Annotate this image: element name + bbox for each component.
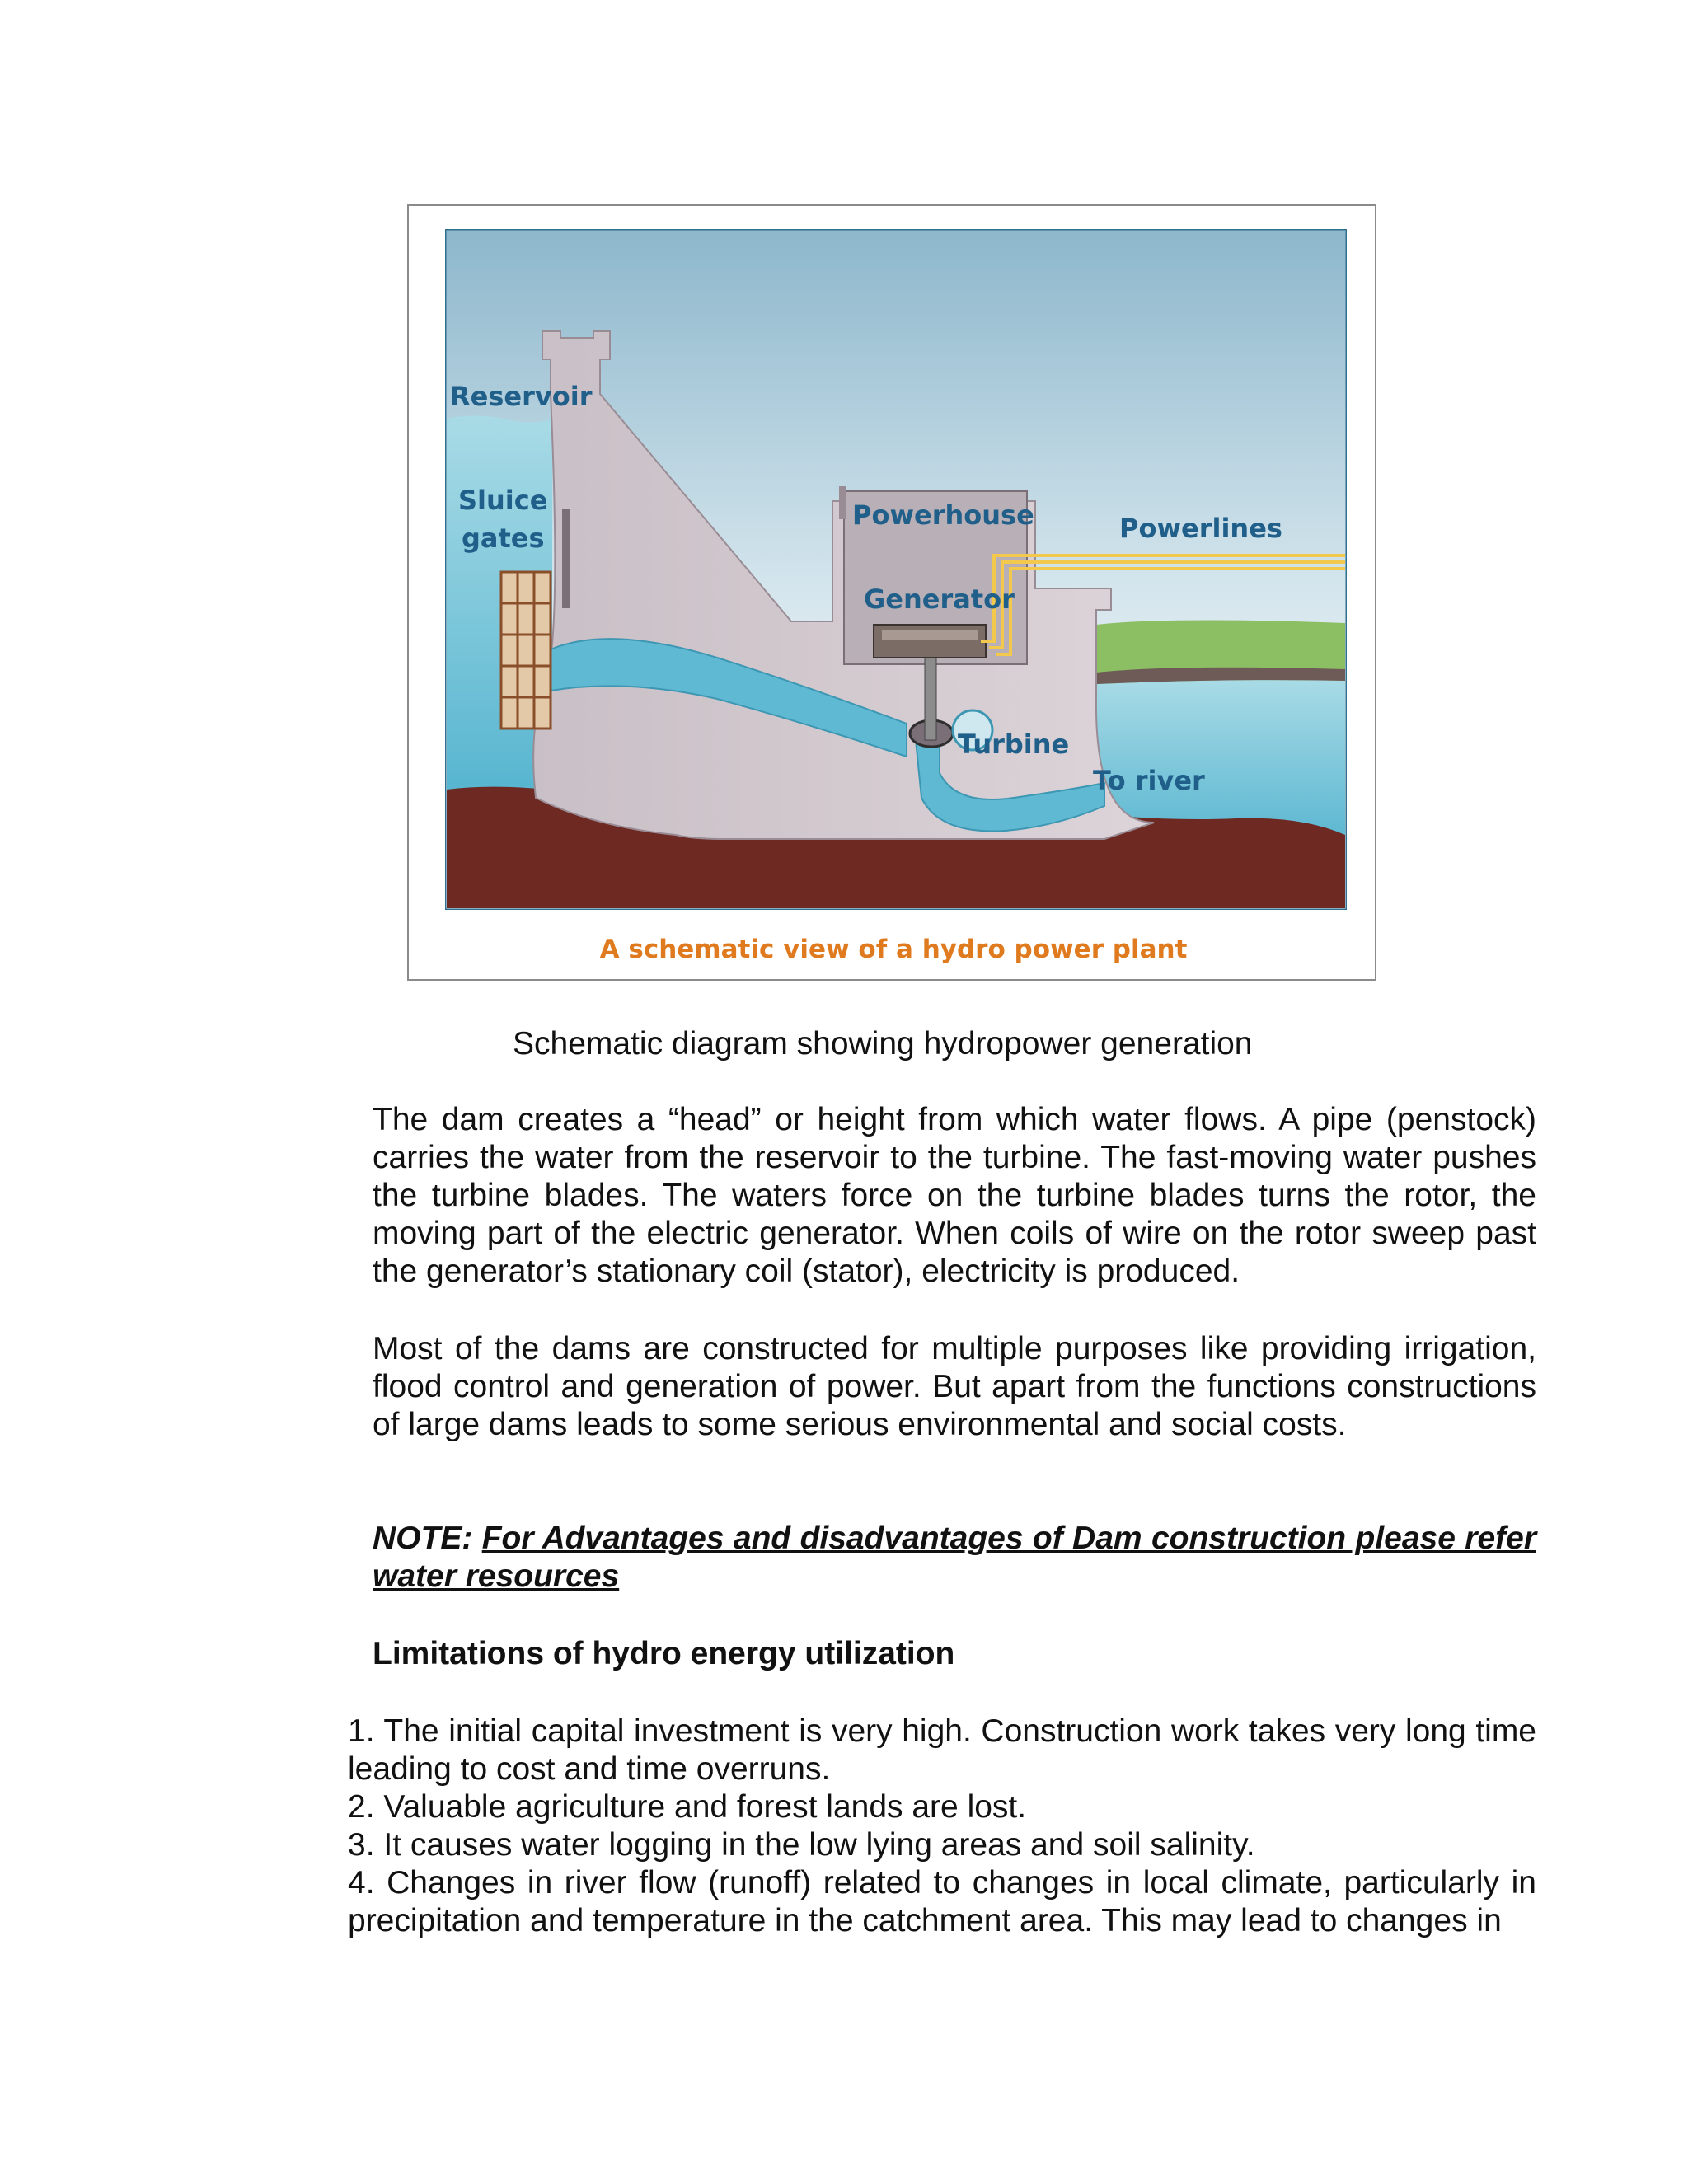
label-turbine: Turbine <box>958 729 1070 760</box>
list-item: 1. The initial capital investment is very high. Construction work takes very long time leading to cost and time overruns. <box>348 1713 1536 1787</box>
label-generator: Generator <box>864 583 1015 615</box>
label-sluice-line1: Sluice <box>458 485 548 516</box>
paragraph-head: The dam creates a “head” or height from which water flows. A pipe (penstock) carries the water from the reservoir to the turbine. The fast-moving water pushes the turbine blades. The waters force on the turbine blades turns the rotor, the moving part of the electric generator. When coils of wire on the rotor sweep past the generator’s stationary coil (stator), electricity is produced. <box>373 1102 1536 1289</box>
diagram-caption: Schematic diagram showing hydropower generation <box>513 1026 1253 1062</box>
list-item: 2. Valuable agriculture and forest lands are lost. <box>348 1789 1027 1825</box>
figure-caption: A schematic view of a hydro power plant <box>599 935 1188 964</box>
label-to-river: To river <box>1093 765 1205 796</box>
label-reservoir: Reservoir <box>450 381 593 412</box>
hydro-plant-diagram <box>445 229 1347 910</box>
paragraph-dams: Most of the dams are constructed for multiple purposes like providing irrigation, flood control and generation of power. But apart from the functions constructions of large dams leads to some serious environmental and social costs. <box>373 1331 1536 1442</box>
turbine-shaft <box>925 658 936 740</box>
list-item: 4. Changes in river flow (runoff) related to changes in local climate, particularly in precipitation and temperature in the catchment area. This may lead to changes in <box>348 1865 1536 1938</box>
note <box>373 1520 1536 1596</box>
note-text: For Advantages and disadvantages of Dam construction please refer water resources <box>373 1521 1536 1594</box>
label-powerhouse: Powerhouse <box>852 499 1034 531</box>
hydro-plant-figure <box>407 204 1376 981</box>
sluice-gates <box>501 572 551 729</box>
label-sluice-line2: gates <box>462 523 545 554</box>
section-heading: Limitations of hydro energy utilization <box>373 1636 955 1671</box>
label-powerlines: Powerlines <box>1119 513 1282 544</box>
note-prefix: NOTE: <box>373 1521 473 1556</box>
list-item: 3. It causes water logging in the low lying areas and soil salinity. <box>348 1827 1255 1863</box>
limitations-list <box>348 1713 1536 1940</box>
